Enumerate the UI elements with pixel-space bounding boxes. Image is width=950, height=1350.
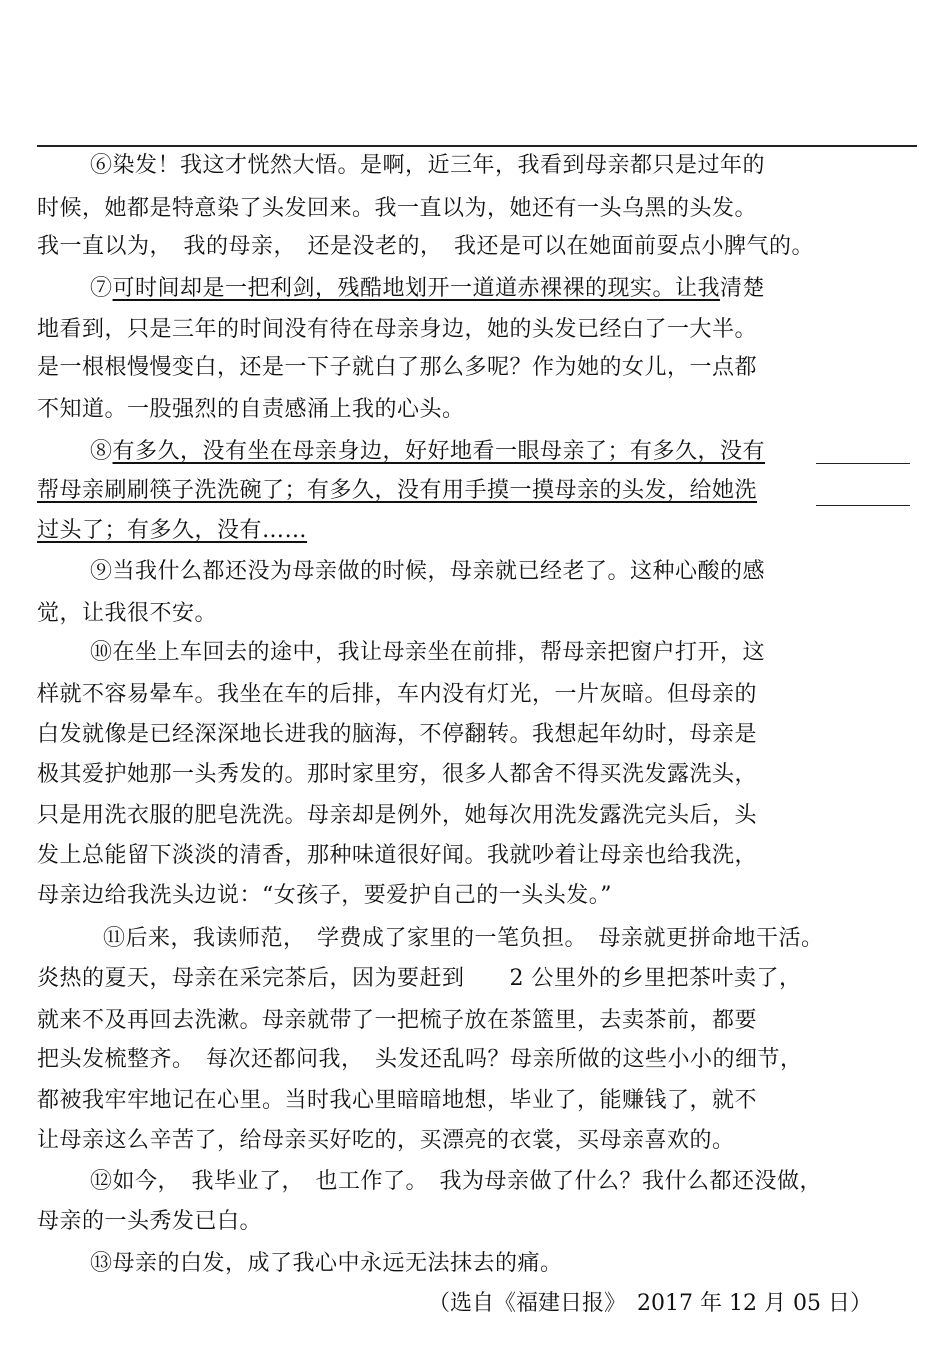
paragraph-9-line-2: 觉，让我很不安。 [37, 601, 218, 626]
paragraph-8-underline-extension-2 [816, 505, 910, 506]
paragraph-11-line-5: 都被我牢牢地记在心里。当时我心里暗暗地想，毕业了，能赚钱了，就不 [37, 1088, 758, 1113]
paragraph-7-line-1 [90, 275, 765, 303]
paragraph-11-line-2: 炎热的夏天，母亲在采完茶后，因为要赶到 2 公里外的乡里把茶叶卖了， [37, 966, 802, 991]
paragraph-10-line-6: 发上总能留下淡淡的清香，那种味道很好闻。我就吵着让母亲也给我洗， [37, 843, 758, 868]
paragraph-7-underlined-sentence: 可时间却是一把利剑，残酷地划开一道道赤裸裸的现实。让我 [112, 276, 721, 301]
paragraph-6-line-3: 我一直以为， 我的母亲， 还是没老的， 我还是可以在她面前耍点小脾气的。 [37, 234, 815, 259]
paragraph-8-marker: ⑧ [90, 439, 113, 464]
paragraph-7-line-1-rest: 清楚 [720, 276, 766, 301]
paragraph-12-line-1: ⑫如今， 我毕业了， 也工作了。 我为母亲做了什么？我什么都还没做， [90, 1169, 823, 1194]
paragraph-7-line-2: 地看到，只是三年的时间没有待在母亲身边，她的头发已经白了一大半。 [37, 317, 758, 342]
paragraph-13-line-1: ⑬母亲的白发，成了我心中永远无法抹去的痛。 [90, 1251, 563, 1276]
paragraph-8-line-1 [90, 438, 765, 466]
paragraph-7-line-4: 不知道。一股强烈的自责感涌上我的心头。 [37, 397, 465, 422]
paragraph-11-line-4: 把头发梳整齐。 每次还都问我， 头发还乱吗？母亲所做的这些小小的细节， [37, 1047, 803, 1072]
source-citation: （选自《福建日报》 2017 年 12 月 05 日） [428, 1291, 872, 1316]
paragraph-10-line-4: 极其爱护她那一头秀发的。那时家里穷，很多人都舍不得买洗发露洗头， [37, 762, 758, 787]
paragraph-6-line-2: 时候，她都是特意染了头发回来。我一直以为，她还有一头乌黑的头发。 [37, 196, 758, 221]
paragraph-10-line-7: 母亲边给我洗头边说：“女孩子，要爱护自己的一头头发。” [37, 883, 612, 908]
paragraph-6-line-1: ⑥染发！我这才恍然大悟。是啊，近三年，我看到母亲都只是过年的 [90, 153, 766, 178]
paragraph-8-underline-extension-1 [816, 463, 910, 464]
paragraph-10-line-1: ⑩在坐上车回去的途中，我让母亲坐在前排，帮母亲把窗户打开，这 [90, 640, 766, 665]
paragraph-7-marker: ⑦ [90, 276, 113, 301]
paragraph-10-line-3: 白发就像是已经深深地长进我的脑海，不停翻转。我想起年幼时，母亲是 [37, 722, 758, 747]
paragraph-7-line-3: 是一根根慢慢变白，还是一下子就白了那么多呢？作为她的女儿，一点都 [37, 355, 758, 380]
top-rule [37, 145, 917, 147]
paragraph-9-line-1: ⑨当我什么都还没为母亲做的时候，母亲就已经老了。这种心酸的感 [90, 559, 766, 584]
paragraph-8-underlined-line-2: 帮母亲刷刷筷子洗洗碗了；有多久，没有用手摸一摸母亲的头发，给她洗 [37, 478, 758, 503]
paragraph-11-line-3: 就来不及再回去洗漱。母亲就带了一把梳子放在茶篮里，去卖茶前，都要 [37, 1008, 758, 1033]
paragraph-10-line-2: 样就不容易晕车。我坐在车的后排，车内没有灯光，一片灰暗。但母亲的 [37, 682, 758, 707]
paragraph-12-line-2: 母亲的一头秀发已白。 [37, 1209, 263, 1234]
paragraph-11-line-6: 让母亲这么辛苦了，给母亲买好吃的，买漂亮的衣裳，买母亲喜欢的。 [37, 1128, 735, 1153]
paragraph-8-underlined-line-1: 有多久，没有坐在母亲身边，好好地看一眼母亲了；有多久，没有 [112, 439, 766, 464]
paragraph-11-line-1: ⑪后来，我读师范， 学费成了家里的一笔负担。 母亲就更拼命地干活。 [103, 926, 824, 951]
paragraph-8-underlined-line-3: 过头了；有多久，没有…… [37, 518, 308, 543]
paragraph-10-line-5: 只是用洗衣服的肥皂洗洗。母亲却是例外，她每次用洗发露洗完头后，头 [37, 803, 758, 828]
